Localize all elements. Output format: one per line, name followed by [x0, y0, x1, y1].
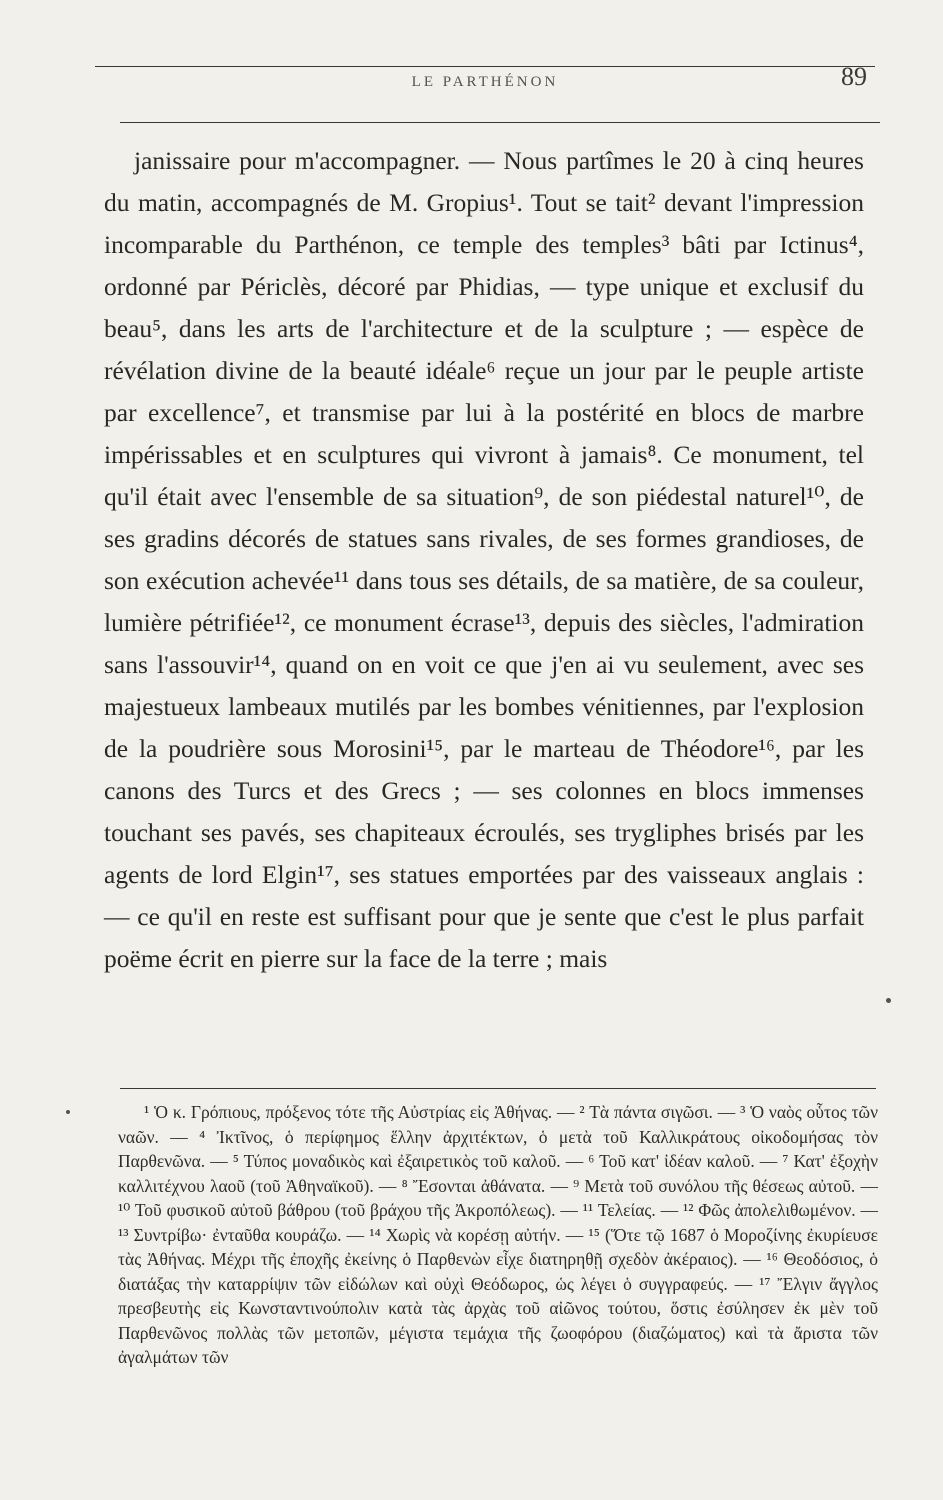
- margin-speck: [886, 998, 891, 1003]
- margin-speck: [66, 1110, 70, 1114]
- page-number: 89: [841, 62, 867, 91]
- footnotes-block: ¹ Ὁ κ. Γρόπιους, πρόξενος τότε τῆς Αὐστρίας εἰς Ἀθήνας. — ² Τὰ πάντα σιγῶσι. — ³ Ὁ ναὸς οὗτος τῶν ναῶν. — ⁴ Ἰκτῖνος, ὁ περίφημος ἕλλην ἀρχιτέκτων, ὁ μετὰ τοῦ Καλλικράτους οἰκοδομήσας τὸν Παρθενῶνα. — ⁵ Τύπος μοναδικὸς καὶ ἐξαιρετικὸς τοῦ καλοῦ. — ⁶ Τοῦ κατ' ἰδέαν καλοῦ. — ⁷ Κατ' ἐξοχὴν καλλιτέχνου λαοῦ (τοῦ Ἀθηναϊκοῦ). — ⁸ Ἔσονται ἀθάνατα. — ⁹ Μετὰ τοῦ συνόλου τῆς θέσεως αὐτοῦ. — ¹⁰ Τοῦ φυσικοῦ αὐτοῦ βάθρου (τοῦ βράχου τῆς Ἀκροπόλεως). — ¹¹ Τελείας. — ¹² Φῶς ἀπολελιθωμένον. — ¹³ Συντρίβω· ἐνταῦθα κουράζω. — ¹⁴ Χωρὶς νὰ κορέσῃ αὐτήν. — ¹⁵ (Ὅτε τῷ 1687 ὁ Μοροζίνης ἐκυρίευσε τὰς Ἀθήνας. Μέχρι τῆς ἐποχῆς ἐκείνης ὁ Παρθενὼν εἶχε διατηρηθῇ σχεδὸν ἀκέραιος). — ¹⁶ Θεοδόσιος, ὁ διατάξας τὴν καταρρίψιν τῶν εἰδώλων καὶ οὐχὶ Θεόδωρος, ὡς λέγει ὁ συγγραφεύς. — ¹⁷ Ἔλγιν ἄγγλος πρεσβευτὴς εἰς Κωνσταντινούπολιν κατὰ τὰς ἀρχὰς τοῦ αἰῶνος τούτου, ὅστις ἐσύλησεν ἐκ μὲν τοῦ Παρθενῶνος πολλὰς τῶν μετοπῶν, μέγιστα τεμάχια τῆς ζωοφόρου (διαζώματος) καὶ τὰ ἄριστα τῶν ἀγαλμάτων τῶν: [118, 1102, 878, 1367]
- main-paragraph: janissaire pour m'accompagner. — Nous partîmes le 20 à cinq heures du matin, accompagnés de M. Gropius¹. Tout se tait² devant l'impression incomparable du Parthénon, ce temple des temples³ bâti par Ictinus⁴, ordonné par Périclès, décoré par Phidias, — type unique et exclusif du beau⁵, dans les arts de l'architecture et de la sculpture ; — espèce de révélation divine de la beauté idéale⁶ reçue un jour par le peuple artiste par excellence⁷, et transmise par lui à la postérité en blocs de marbre impérissables et en sculptures qui vivront à jamais⁸. Ce monument, tel qu'il était avec l'ensemble de sa situation⁹, de son piédestal naturel¹⁰, de ses gradins décorés de statues sans rivales, de ses formes grandioses, de son exécution achevée¹¹ dans tous ses détails, de sa matière, de sa couleur, lumière pétrifiée¹², ce monument écrase¹³, depuis des siècles, l'admiration sans l'assouvir¹⁴, quand on en voit ce que j'en ai vu seulement, avec ses majestueux lambeaux mutilés par les bombes vénitiennes, par l'explosion de la poudrière sous Morosini¹⁵, par le marteau de Théodore¹⁶, par les canons des Turcs et des Grecs ; — ses colonnes en blocs immenses touchant ses pavés, ses chapiteaux écroulés, ses trygliphes brisés par les agents de lord Elgin¹⁷, ses statues emportées par des vaisseaux anglais : — ce qu'il en reste est suffisant pour que je sente que c'est le plus parfait poëme écrit en pierre sur la face de la terre ; mais: [104, 146, 864, 973]
- running-head: [95, 62, 875, 104]
- footnote-separator-rule: [120, 1088, 876, 1089]
- header-bottom-rule: [120, 122, 880, 123]
- running-title: LE PARTHÉNON: [411, 74, 559, 90]
- header-top-rule: [95, 66, 875, 67]
